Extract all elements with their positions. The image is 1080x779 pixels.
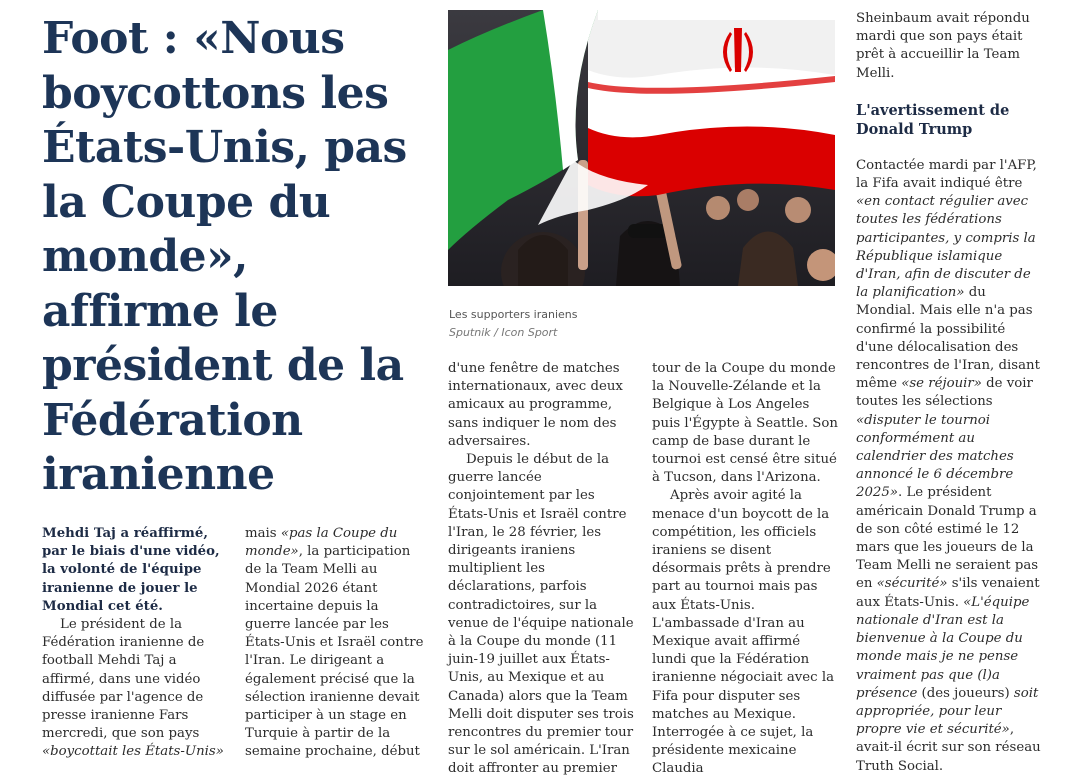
body-paragraph: Le président de la Fédération iranienne de football Mehdi Taj a affirmé, dans une vidéo diffusée par l'agence de presse iranienne Fars mercredi, que son pays «boycottait les États-Unis» [42,617,224,760]
article-column-3 [448,360,636,779]
article-column-5 [856,10,1041,776]
body-paragraph: Contactée mardi par l'AFP, la Fifa avait indiqué être «en contact régulier avec toutes les fédérations participantes, y compris la République islamique d'Iran, afin de discuter de la planification» du Mondial. Mais elle n'a pas confirmé la possibilité d'une délocalisation des rencontres de l'Iran, disant même «se réjouir» de voir toutes les sélections «disputer le tournoi conformément au calendrier des matches annoncé le 6 décembre 2025». Le président américain Donald Trump a de son côté estimé le 12 mars que les joueurs de la Team Melli ne seraient pas en «sécurité» s'ils venaient aux États-Unis. «L'équipe nationale d'Iran est la bienvenue à la Coupe du monde mais je ne pense vraiment pas que (l)a présence (des joueurs) soit appropriée, pour leur propre vie et sécurité», avait-il écrit sur son réseau Truth Social. [856,157,1041,774]
body-paragraph: d'une fenêtre de matches internationaux, avec deux amicaux au programme, sans indiquer le nom des adversaires. [448,361,623,449]
article-column-2 [245,525,425,762]
body-paragraph: Sheinbaum avait répondu mardi que son pays était prêt à accueillir la Team Melli. [856,11,1030,81]
lead-paragraph: Mehdi Taj a réaffirmé, par le biais d'une vidéo, la volonté de l'équipe iranienne de jouer le Mondial cet été. [42,526,220,614]
caption-text: Les supporters iraniens [449,308,578,321]
supporters-photo [448,10,835,286]
body-paragraph: Après avoir agité la menace d'un boycott de la compétition, les officiels iraniens se disent désormais prêts à prendre part au tournoi mais pas aux États-Unis. L'ambassade d'Iran au Mexique avait affirmé lundi que la Fédération iranienne négociait avec la Fifa pour disputer ses matches au Mexique. Interrogée à ce sujet, la présidente mexicaine Claudia [652,488,835,777]
section-subheading: L'avertissement de Donald Trump [856,101,1010,138]
photo-credit: Sputnik / Icon Sport [449,326,558,339]
article-column-4 [652,360,838,779]
body-paragraph: tour de la Coupe du monde la Nouvelle-Zélande et la Belgique à Los Angeles puis l'Égypte à Seattle. Son camp de base durant le tournoi est censé être situé à Tucson, dans l'Arizona. [652,361,838,486]
body-paragraph: mais «pas la Coupe du monde», la participation de la Team Melli au Mondial 2026 étant incertaine depuis la guerre lancée par les États-Unis et Israël contre l'Iran. Le dirigeant a également précisé que la sélection iranienne devait participer à un stage en Turquie à partir de la semaine prochaine, début [245,526,424,760]
body-paragraph: Depuis le début de la guerre lancée conjointement par les États-Unis et Israël contre l'Iran, le 28 février, les dirigeants iraniens multiplient les déclarations, parfois contradictoires, sur la venue de l'équipe nationale à la Coupe du monde (11 juin-19 juillet aux États-Unis, au Mexique et au Canada) alors que la Team Melli doit disputer ses trois rencontres du premier tour sur le sol américain. L'Iran doit affronter au premier [448,452,634,777]
headline: Foot : «Nous boycottons les États-Unis, pas la Coupe du monde», affirme le président de la Fédération iranienne [42,13,407,500]
supporters-photo-illustration [448,10,835,286]
photo-caption [449,306,829,342]
article-column-1 [42,525,232,762]
